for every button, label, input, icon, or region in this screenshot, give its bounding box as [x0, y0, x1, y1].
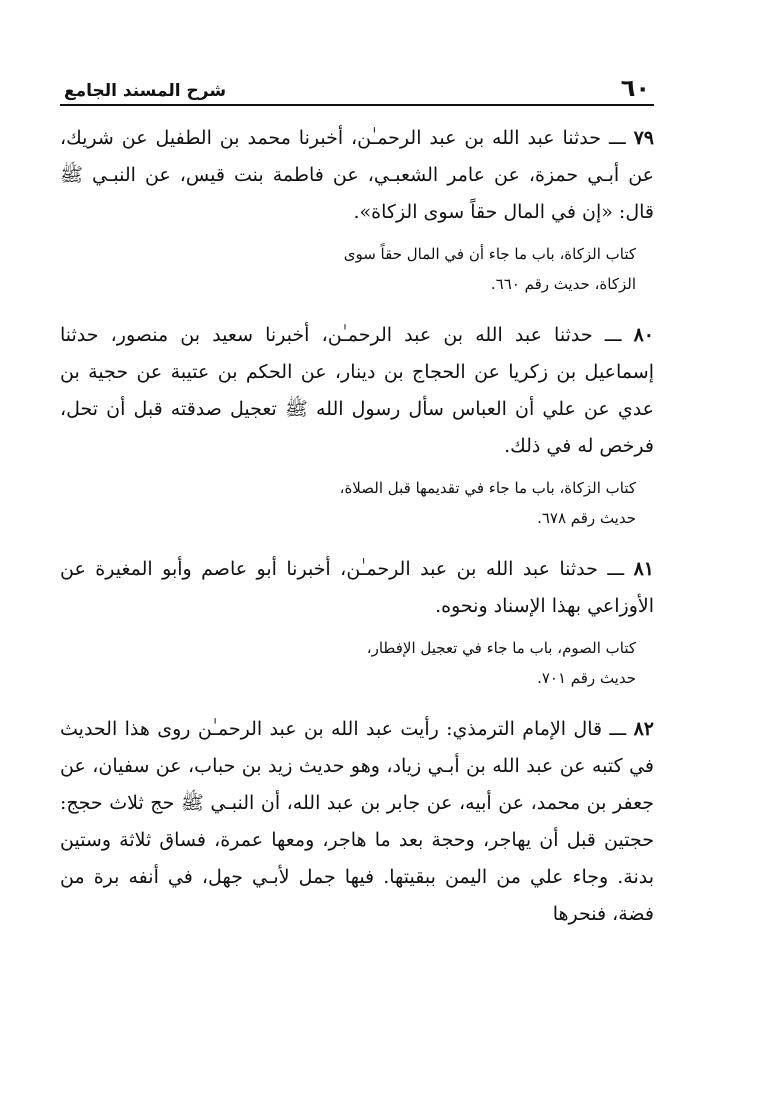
hadith-paragraph [60, 317, 654, 465]
reference-line: كتاب الصوم، باب ما جاء في تعجيل الإفطار، [366, 639, 636, 657]
hadith-dash: ـــ [608, 127, 626, 149]
reference-line: كتاب الزكاة، باب ما جاء في تقديمها قبل الصلاة، [339, 479, 636, 497]
running-header [60, 70, 654, 106]
book-title: شرح المسند الجامع [64, 81, 227, 101]
hadith-paragraph [60, 120, 654, 231]
hadith-number: ٨١ [633, 558, 654, 580]
hadith-number: ٨٢ [633, 718, 654, 740]
reference-line: الزكاة، حديث رقم ٦٦٠. [490, 275, 636, 293]
hadith-paragraph [60, 551, 654, 625]
reference-line: حديث رقم ٧٠١. [537, 669, 636, 687]
source-reference [276, 633, 636, 693]
page-number: ٦٠ [620, 74, 650, 102]
hadith-paragraph [60, 711, 654, 933]
hadith-number: ٧٩ [633, 127, 655, 149]
hadith-dash: ـــ [607, 558, 625, 580]
page [60, 70, 654, 933]
hadith-dash: ـــ [609, 718, 627, 740]
hadith-dash: ـــ [604, 324, 622, 346]
hadith-text: قال الإمام الترمذي: رأيت عبد الله بن عبد الرحمـٰن روى هذا الحديث في كتبه عن عبد الله بن أبـي زياد، وهو حديث زيد بن حباب، عن سفيان، عن جعفر بن محمد، عن أبيه، عن جابر بن عبد الله، أن النبـي ﷺ حج ثلاث حجج: حجتين قبل أن يهاجر، وحجة بعد ما هاجر، ومعها عمرة، فساق ثلاثة وستين بدنة. وجاء علي من اليمن ببقيتها. فيها جمل لأبـي جهل، في أنفه برة من فضة، فنحرها [60, 718, 654, 925]
source-reference [276, 239, 636, 299]
hadith-text: حدثنا عبد الله بن عبد الرحمـٰن، أخبرنا سعيد بن منصور، حدثنا إسماعيل بن زكريا عن الحجاج بن دينار، عن الحكم بن عتيبة عن حجية بن عدي عن علي أن العباس سأل رسول الله ﷺ تعجيل صدقته قبل أن تحل، فرخص له في ذلك. [60, 324, 655, 457]
hadith-number: ٨٠ [633, 324, 654, 346]
hadith-text: حدثنا عبد الله بن عبد الرحمـٰن، أخبرنا أبو عاصم وأبو المغيرة عن الأوزاعي بهذا الإسناد ونحوه. [60, 558, 654, 617]
reference-line: حديث رقم ٦٧٨. [537, 509, 636, 527]
source-reference [276, 473, 636, 533]
reference-line: كتاب الزكاة، باب ما جاء أن في المال حقاً سوى [343, 245, 636, 263]
hadith-text: حدثنا عبد الله بن عبد الرحمـٰن، أخبرنا محمد بن الطفيل عن شريك، عن أبـي حمزة، عن عامر الشعبـي، عن فاطمة بنت قيس، عن النبـي ﷺ قال: «إن في المال حقاً سوى الزكاة». [60, 127, 654, 223]
